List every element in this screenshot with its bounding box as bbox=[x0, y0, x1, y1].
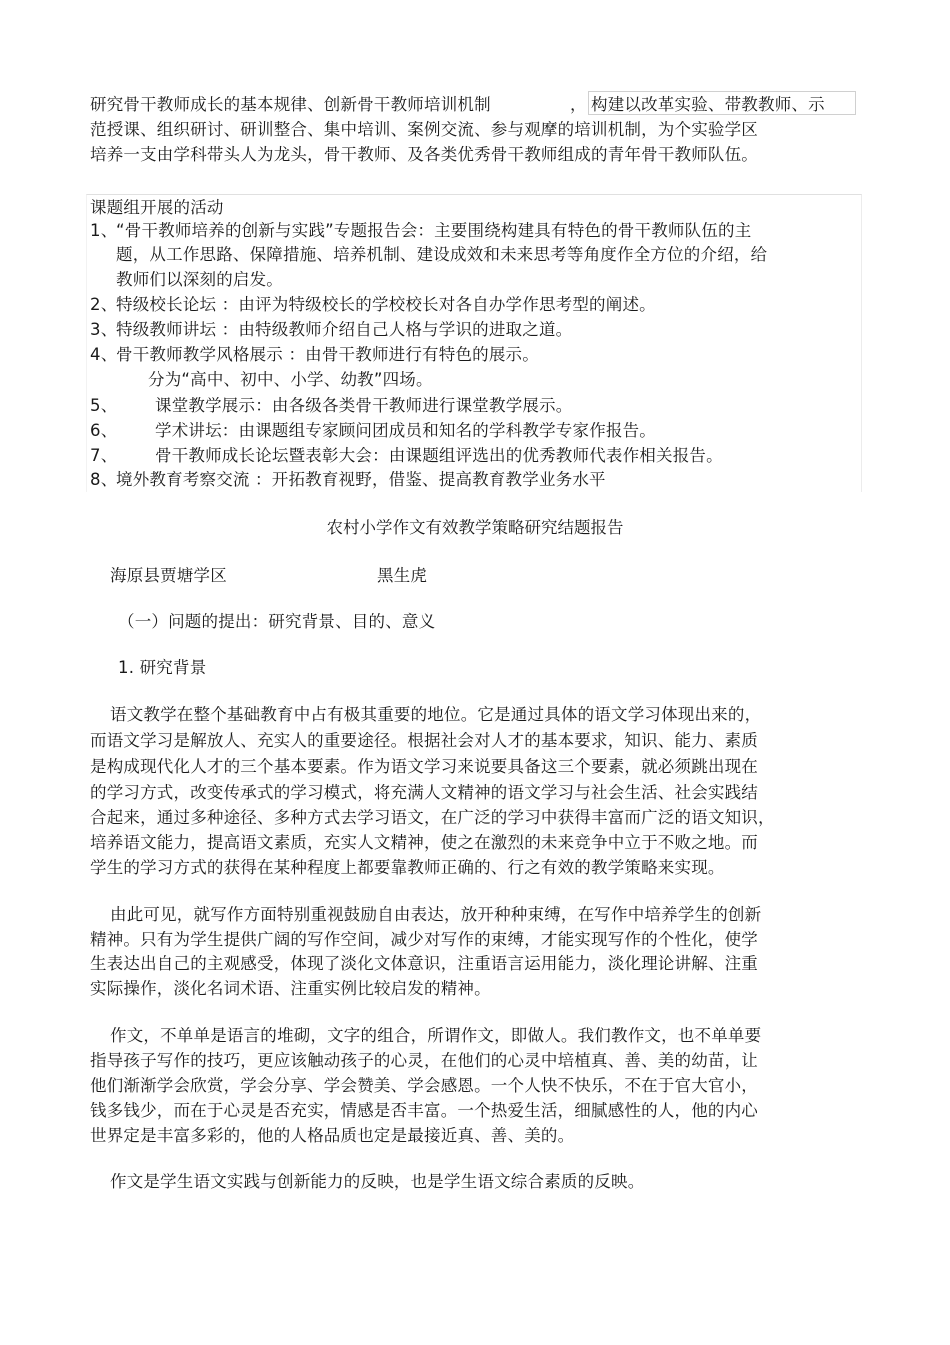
para3-line-4: 钱多钱少，而在于心灵是否充实，情感是否丰富。一个热爱生活，细腻感性的人，他的内心 bbox=[90, 1101, 758, 1120]
report-title: 农村小学作文有效教学策略研究结题报告 bbox=[326, 518, 624, 537]
activity-8-text: 境外教育考察交流 ：开拓教育视野，借鉴、提高教育教学业务水平 bbox=[116, 470, 606, 489]
activity-3-num: 3、 bbox=[90, 320, 118, 339]
para2-line-4: 实际操作，淡化名词术语、注重实例比较启发的精神。 bbox=[90, 979, 491, 998]
top-line-3: 培养一支由学科带头人为龙头，骨干教师、及各类优秀骨干教师组成的青年骨干教师队伍。 bbox=[90, 145, 758, 164]
para2-line-2: 精神。只有为学生提供广阔的写作空间，减少对写作的束缚，才能实现写作的个性化，使学 bbox=[90, 930, 758, 949]
para3-line-3: 他们渐渐学会欣赏，学会分享、学会赞美、学会感恩。一个人快不快乐，不在于官大官小， bbox=[90, 1076, 758, 1095]
activity-1-line-2: 题，从工作思路、保障措施、培养机制、建设成效和未来思考等角度作全方位的介绍，给 bbox=[116, 245, 768, 264]
para1-line-2: 而语文学习是解放人、充实人的重要途径。根据社会对人才的基本要求，知识、能力、素质 bbox=[90, 731, 758, 750]
activity-1-num: 1、 bbox=[90, 221, 118, 240]
para1-line-1: 语文教学在整个基础教育中占有极其重要的地位。它是通过具体的语文学习体现出来的， bbox=[110, 705, 762, 724]
top-line-1a: 研究骨干教师成长的基本规律、创新骨干教师培训机制 bbox=[90, 95, 491, 114]
activity-6-text: 学术讲坛：由课题组专家顾问团成员和知名的学科教学专家作报告。 bbox=[155, 421, 656, 440]
para2-line-1: 由此可见，就写作方面特别重视鼓励自由表达，放开种种束缚，在写作中培养学生的创新 bbox=[110, 905, 762, 924]
activity-1-line-3: 教师们以深刻的启发。 bbox=[116, 270, 283, 289]
para1-line-6: 培养语文能力，提高语文素质，充实人文精神，使之在激烈的未来竞争中立于不败之地。而 bbox=[90, 833, 758, 852]
para1-line-7: 学生的学习方式的获得在某种程度上都要靠教师正确的、行之有效的教学策略来实现。 bbox=[90, 858, 725, 877]
para4-line-1: 作文是学生语文实践与创新能力的反映，也是学生语文综合素质的反映。 bbox=[110, 1172, 645, 1191]
para1-line-3: 是构成现代化人才的三个基本要素。作为语文学习来说要具备这三个要素，就必须跳出现在 bbox=[90, 757, 758, 776]
para3-line-5: 世界定是丰富多彩的，他的人格品质也定是最接近真、善、美的。 bbox=[90, 1126, 575, 1145]
subsection-heading: 1. 研究背景 bbox=[118, 658, 207, 677]
activity-4-line-2: 分为“高中、初中、小学、幼教”四场。 bbox=[148, 370, 433, 389]
activity-8-num: 8、 bbox=[90, 470, 118, 489]
top-line-2: 范授课、组织研讨、研训整合、集中培训、案例交流、参与观摩的培训机制，为个实验学区 bbox=[90, 120, 758, 139]
activity-4-num: 4、 bbox=[90, 345, 118, 364]
activity-3-text: 特级教师讲坛 ：由特级教师介绍自己人格与学识的进取之道。 bbox=[116, 320, 573, 339]
activity-4-line-1: 骨干教师教学风格展示 ：由骨干教师进行有特色的展示。 bbox=[116, 345, 539, 364]
section-heading: （一）问题的提出：研究背景、目的、意义 bbox=[118, 612, 436, 631]
para3-line-1: 作文，不单单是语言的堆砌，文字的组合，所谓作文，即做人。我们教作文，也不单单要 bbox=[110, 1026, 762, 1045]
activity-7-text: 骨干教师成长论坛暨表彰大会：由课题组评选出的优秀教师代表作相关报告。 bbox=[155, 446, 723, 465]
top-line-1c: 构建以改革实验、带教教师、示 bbox=[591, 95, 825, 114]
activity-5-num: 5、 bbox=[90, 396, 118, 415]
report-author: 黑生虎 bbox=[377, 566, 428, 585]
activity-7-num: 7、 bbox=[90, 446, 118, 465]
activity-2-text: 特级校长论坛 ：由评为特级校长的学校校长对各自办学作思考型的阐述。 bbox=[116, 295, 656, 314]
para1-line-5: 合起来，通过多种途径、多种方式去学习语文，在广泛的学习中获得丰富而广泛的语文知识， bbox=[90, 808, 775, 827]
activity-2-num: 2、 bbox=[90, 295, 118, 314]
para3-line-2: 指导孩子写作的技巧，更应该触动孩子的心灵，在他们的心灵中培植真、善、美的幼苗，让 bbox=[90, 1051, 758, 1070]
para2-line-3: 生表达出自己的主观感受，体现了淡化文体意识，注重语言运用能力，淡化理论讲解、注重 bbox=[90, 954, 758, 973]
top-line-1b: ， bbox=[570, 95, 587, 114]
activity-6-num: 6、 bbox=[90, 421, 118, 440]
activities-heading: 课题组开展的活动 bbox=[90, 198, 224, 217]
report-district: 海原县贾塘学区 bbox=[110, 566, 227, 585]
para1-line-4: 的学习方式，改变传承式的学习模式，将充满人文精神的语文学习与社会生活、社会实践结 bbox=[90, 783, 758, 802]
activity-1-line-1: “骨干教师培养的创新与实践”专题报告会：主要围绕构建具有特色的骨干教师队伍的主 bbox=[116, 221, 752, 240]
activity-5-text: 课堂教学展示：由各级各类骨干教师进行课堂教学展示。 bbox=[155, 396, 573, 415]
